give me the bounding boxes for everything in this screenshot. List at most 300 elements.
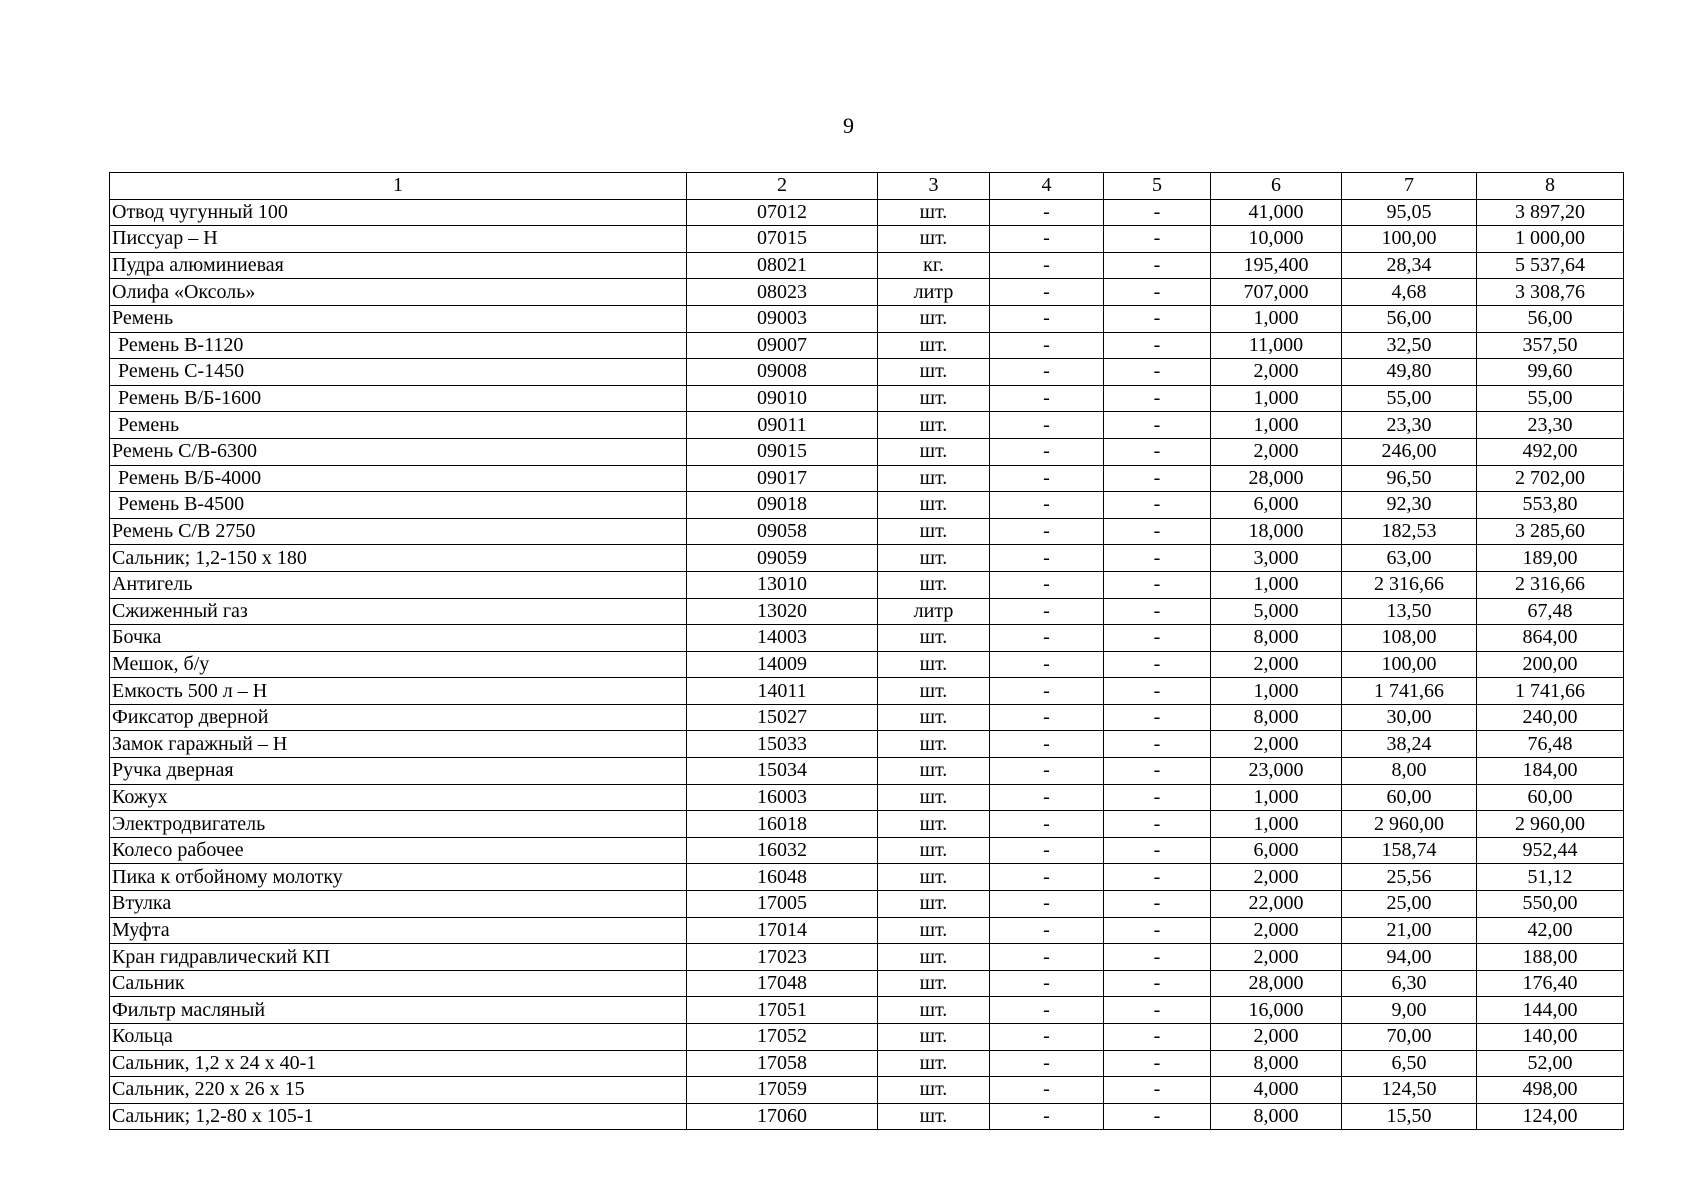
price-cell: 25,00 xyxy=(1342,891,1477,918)
quantity-cell: 16,000 xyxy=(1211,997,1342,1024)
column-4-cell: - xyxy=(990,1077,1104,1104)
quantity-cell: 28,000 xyxy=(1211,970,1342,997)
column-4-cell: - xyxy=(990,864,1104,891)
column-4-cell: - xyxy=(990,598,1104,625)
column-5-cell: - xyxy=(1104,784,1211,811)
table-row xyxy=(110,305,1624,332)
price-cell: 6,50 xyxy=(1342,1050,1477,1077)
table-row xyxy=(110,811,1624,838)
sum-cell: 1 000,00 xyxy=(1477,226,1624,253)
item-code-cell: 09015 xyxy=(687,438,878,465)
unit-cell: шт. xyxy=(878,518,990,545)
column-5-cell: - xyxy=(1104,279,1211,306)
item-name-cell: Ремень С/В 2750 xyxy=(110,518,687,545)
unit-cell: шт. xyxy=(878,226,990,253)
price-cell: 32,50 xyxy=(1342,332,1477,359)
unit-cell: шт. xyxy=(878,1050,990,1077)
table-row xyxy=(110,970,1624,997)
quantity-cell: 23,000 xyxy=(1211,758,1342,785)
price-cell: 108,00 xyxy=(1342,625,1477,652)
column-4-cell: - xyxy=(990,891,1104,918)
item-code-cell: 09008 xyxy=(687,359,878,386)
unit-cell: шт. xyxy=(878,704,990,731)
price-cell: 124,50 xyxy=(1342,1077,1477,1104)
column-4-cell: - xyxy=(990,811,1104,838)
column-5-cell: - xyxy=(1104,758,1211,785)
price-cell: 92,30 xyxy=(1342,492,1477,519)
item-name-cell: Пика к отбойному молотку xyxy=(110,864,687,891)
unit-cell: шт. xyxy=(878,970,990,997)
column-5-cell: - xyxy=(1104,811,1211,838)
table-row xyxy=(110,598,1624,625)
item-name-cell: Электродвигатель xyxy=(110,811,687,838)
column-5-cell: - xyxy=(1104,1050,1211,1077)
column-5-cell: - xyxy=(1104,226,1211,253)
price-cell: 70,00 xyxy=(1342,1024,1477,1051)
sum-cell: 864,00 xyxy=(1477,625,1624,652)
item-name-cell: Кожух xyxy=(110,784,687,811)
column-header: 5 xyxy=(1104,173,1211,200)
table-row xyxy=(110,279,1624,306)
column-number-row xyxy=(110,173,1624,200)
unit-cell: шт. xyxy=(878,332,990,359)
unit-cell: шт. xyxy=(878,199,990,226)
item-code-cell: 09058 xyxy=(687,518,878,545)
item-code-cell: 09003 xyxy=(687,305,878,332)
sum-cell: 42,00 xyxy=(1477,917,1624,944)
item-code-cell: 16048 xyxy=(687,864,878,891)
quantity-cell: 2,000 xyxy=(1211,944,1342,971)
column-5-cell: - xyxy=(1104,944,1211,971)
column-5-cell: - xyxy=(1104,1077,1211,1104)
table-row xyxy=(110,465,1624,492)
item-code-cell: 15027 xyxy=(687,704,878,731)
column-4-cell: - xyxy=(990,438,1104,465)
column-5-cell: - xyxy=(1104,518,1211,545)
quantity-cell: 1,000 xyxy=(1211,811,1342,838)
item-code-cell: 13020 xyxy=(687,598,878,625)
unit-cell: шт. xyxy=(878,412,990,439)
price-cell: 8,00 xyxy=(1342,758,1477,785)
quantity-cell: 18,000 xyxy=(1211,518,1342,545)
table-row xyxy=(110,359,1624,386)
column-4-cell: - xyxy=(990,226,1104,253)
item-code-cell: 17014 xyxy=(687,917,878,944)
quantity-cell: 707,000 xyxy=(1211,279,1342,306)
item-code-cell: 17060 xyxy=(687,1103,878,1130)
column-5-cell: - xyxy=(1104,199,1211,226)
table-row xyxy=(110,891,1624,918)
sum-cell: 67,48 xyxy=(1477,598,1624,625)
column-5-cell: - xyxy=(1104,412,1211,439)
price-cell: 55,00 xyxy=(1342,385,1477,412)
table-row xyxy=(110,1077,1624,1104)
column-4-cell: - xyxy=(990,731,1104,758)
item-name-cell: Фиксатор дверной xyxy=(110,704,687,731)
item-name-cell: Сальник, 1,2 х 24 х 40-1 xyxy=(110,1050,687,1077)
item-name-cell: Олифа «Оксоль» xyxy=(110,279,687,306)
price-cell: 38,24 xyxy=(1342,731,1477,758)
unit-cell: шт. xyxy=(878,944,990,971)
unit-cell: шт. xyxy=(878,837,990,864)
column-5-cell: - xyxy=(1104,917,1211,944)
item-name-cell: Сальник, 220 х 26 х 15 xyxy=(110,1077,687,1104)
item-name-cell: Мешок, б/у xyxy=(110,651,687,678)
column-4-cell: - xyxy=(990,970,1104,997)
item-name-cell: Антигель xyxy=(110,571,687,598)
table-row xyxy=(110,944,1624,971)
column-header: 3 xyxy=(878,173,990,200)
sum-cell: 124,00 xyxy=(1477,1103,1624,1130)
price-cell: 23,30 xyxy=(1342,412,1477,439)
quantity-cell: 8,000 xyxy=(1211,625,1342,652)
table-row xyxy=(110,997,1624,1024)
sum-cell: 55,00 xyxy=(1477,385,1624,412)
quantity-cell: 6,000 xyxy=(1211,492,1342,519)
item-name-cell: Ремень xyxy=(110,305,687,332)
item-name-cell: Фильтр масляный xyxy=(110,997,687,1024)
sum-cell: 2 316,66 xyxy=(1477,571,1624,598)
column-5-cell: - xyxy=(1104,625,1211,652)
column-5-cell: - xyxy=(1104,465,1211,492)
item-code-cell: 17005 xyxy=(687,891,878,918)
column-4-cell: - xyxy=(990,359,1104,386)
item-name-cell: Ремень В-1120 xyxy=(110,332,687,359)
column-4-cell: - xyxy=(990,332,1104,359)
sum-cell: 56,00 xyxy=(1477,305,1624,332)
unit-cell: шт. xyxy=(878,997,990,1024)
quantity-cell: 8,000 xyxy=(1211,704,1342,731)
price-cell: 15,50 xyxy=(1342,1103,1477,1130)
item-code-cell: 09018 xyxy=(687,492,878,519)
sum-cell: 3 308,76 xyxy=(1477,279,1624,306)
unit-cell: шт. xyxy=(878,1077,990,1104)
quantity-cell: 2,000 xyxy=(1211,438,1342,465)
column-5-cell: - xyxy=(1104,492,1211,519)
quantity-cell: 1,000 xyxy=(1211,571,1342,598)
column-5-cell: - xyxy=(1104,438,1211,465)
sum-cell: 184,00 xyxy=(1477,758,1624,785)
table-row xyxy=(110,678,1624,705)
item-name-cell: Замок гаражный – Н xyxy=(110,731,687,758)
column-4-cell: - xyxy=(990,305,1104,332)
item-code-cell: 17059 xyxy=(687,1077,878,1104)
column-5-cell: - xyxy=(1104,731,1211,758)
unit-cell: шт. xyxy=(878,571,990,598)
column-5-cell: - xyxy=(1104,332,1211,359)
price-cell: 2 316,66 xyxy=(1342,571,1477,598)
item-code-cell: 09059 xyxy=(687,545,878,572)
unit-cell: шт. xyxy=(878,465,990,492)
quantity-cell: 195,400 xyxy=(1211,252,1342,279)
price-cell: 182,53 xyxy=(1342,518,1477,545)
quantity-cell: 2,000 xyxy=(1211,1024,1342,1051)
table-row xyxy=(110,332,1624,359)
quantity-cell: 4,000 xyxy=(1211,1077,1342,1104)
item-code-cell: 07012 xyxy=(687,199,878,226)
item-code-cell: 07015 xyxy=(687,226,878,253)
sum-cell: 553,80 xyxy=(1477,492,1624,519)
table-row xyxy=(110,651,1624,678)
column-4-cell: - xyxy=(990,1050,1104,1077)
column-header: 4 xyxy=(990,173,1104,200)
quantity-cell: 5,000 xyxy=(1211,598,1342,625)
sum-cell: 2 702,00 xyxy=(1477,465,1624,492)
table-row xyxy=(110,385,1624,412)
quantity-cell: 3,000 xyxy=(1211,545,1342,572)
item-code-cell: 14003 xyxy=(687,625,878,652)
quantity-cell: 10,000 xyxy=(1211,226,1342,253)
column-4-cell: - xyxy=(990,492,1104,519)
quantity-cell: 41,000 xyxy=(1211,199,1342,226)
sum-cell: 492,00 xyxy=(1477,438,1624,465)
sum-cell: 23,30 xyxy=(1477,412,1624,439)
column-header: 7 xyxy=(1342,173,1477,200)
sum-cell: 3 285,60 xyxy=(1477,518,1624,545)
column-4-cell: - xyxy=(990,385,1104,412)
column-4-cell: - xyxy=(990,252,1104,279)
quantity-cell: 1,000 xyxy=(1211,385,1342,412)
table-row xyxy=(110,518,1624,545)
sum-cell: 188,00 xyxy=(1477,944,1624,971)
unit-cell: шт. xyxy=(878,758,990,785)
unit-cell: шт. xyxy=(878,359,990,386)
item-code-cell: 14011 xyxy=(687,678,878,705)
unit-cell: шт. xyxy=(878,784,990,811)
item-name-cell: Бочка xyxy=(110,625,687,652)
item-name-cell: Сальник xyxy=(110,970,687,997)
column-4-cell: - xyxy=(990,518,1104,545)
column-4-cell: - xyxy=(990,1024,1104,1051)
item-code-cell: 17051 xyxy=(687,997,878,1024)
table-row xyxy=(110,704,1624,731)
quantity-cell: 2,000 xyxy=(1211,864,1342,891)
quantity-cell: 2,000 xyxy=(1211,651,1342,678)
table-row xyxy=(110,1103,1624,1130)
item-name-cell: Сальник; 1,2-150 х 180 xyxy=(110,545,687,572)
sum-cell: 51,12 xyxy=(1477,864,1624,891)
column-4-cell: - xyxy=(990,997,1104,1024)
price-cell: 2 960,00 xyxy=(1342,811,1477,838)
item-code-cell: 09011 xyxy=(687,412,878,439)
unit-cell: шт. xyxy=(878,811,990,838)
price-cell: 49,80 xyxy=(1342,359,1477,386)
unit-cell: шт. xyxy=(878,917,990,944)
unit-cell: литр xyxy=(878,279,990,306)
item-code-cell: 17048 xyxy=(687,970,878,997)
item-name-cell: Ремень В-4500 xyxy=(110,492,687,519)
table-row xyxy=(110,625,1624,652)
item-name-cell: Кран гидравлический КП xyxy=(110,944,687,971)
quantity-cell: 11,000 xyxy=(1211,332,1342,359)
sum-cell: 60,00 xyxy=(1477,784,1624,811)
item-name-cell: Ремень xyxy=(110,412,687,439)
quantity-cell: 8,000 xyxy=(1211,1050,1342,1077)
column-5-cell: - xyxy=(1104,359,1211,386)
quantity-cell: 1,000 xyxy=(1211,412,1342,439)
column-4-cell: - xyxy=(990,651,1104,678)
column-4-cell: - xyxy=(990,279,1104,306)
item-code-cell: 08021 xyxy=(687,252,878,279)
item-name-cell: Отвод чугунный 100 xyxy=(110,199,687,226)
item-name-cell: Ремень С-1450 xyxy=(110,359,687,386)
price-cell: 94,00 xyxy=(1342,944,1477,971)
item-code-cell: 17058 xyxy=(687,1050,878,1077)
column-4-cell: - xyxy=(990,545,1104,572)
item-code-cell: 09007 xyxy=(687,332,878,359)
price-cell: 28,34 xyxy=(1342,252,1477,279)
sum-cell: 200,00 xyxy=(1477,651,1624,678)
item-name-cell: Муфта xyxy=(110,917,687,944)
column-4-cell: - xyxy=(990,199,1104,226)
price-cell: 30,00 xyxy=(1342,704,1477,731)
item-name-cell: Ремень С/В-6300 xyxy=(110,438,687,465)
sum-cell: 189,00 xyxy=(1477,545,1624,572)
price-cell: 13,50 xyxy=(1342,598,1477,625)
item-name-cell: Ремень В/Б-4000 xyxy=(110,465,687,492)
item-code-cell: 08023 xyxy=(687,279,878,306)
price-cell: 100,00 xyxy=(1342,651,1477,678)
column-5-cell: - xyxy=(1104,891,1211,918)
quantity-cell: 2,000 xyxy=(1211,359,1342,386)
inventory-table xyxy=(109,172,1624,1130)
sum-cell: 99,60 xyxy=(1477,359,1624,386)
column-4-cell: - xyxy=(990,917,1104,944)
unit-cell: шт. xyxy=(878,385,990,412)
item-name-cell: Пудра алюминиевая xyxy=(110,252,687,279)
table-row xyxy=(110,864,1624,891)
sum-cell: 498,00 xyxy=(1477,1077,1624,1104)
unit-cell: шт. xyxy=(878,891,990,918)
column-4-cell: - xyxy=(990,465,1104,492)
item-code-cell: 13010 xyxy=(687,571,878,598)
unit-cell: шт. xyxy=(878,545,990,572)
table-row xyxy=(110,837,1624,864)
item-code-cell: 09017 xyxy=(687,465,878,492)
item-name-cell: Емкость 500 л – Н xyxy=(110,678,687,705)
price-cell: 96,50 xyxy=(1342,465,1477,492)
column-5-cell: - xyxy=(1104,704,1211,731)
table-row xyxy=(110,784,1624,811)
table-row xyxy=(110,226,1624,253)
table-row xyxy=(110,571,1624,598)
item-code-cell: 17052 xyxy=(687,1024,878,1051)
unit-cell: шт. xyxy=(878,1024,990,1051)
table-row xyxy=(110,731,1624,758)
item-code-cell: 16003 xyxy=(687,784,878,811)
unit-cell: шт. xyxy=(878,678,990,705)
price-cell: 63,00 xyxy=(1342,545,1477,572)
table-row xyxy=(110,199,1624,226)
column-5-cell: - xyxy=(1104,837,1211,864)
unit-cell: шт. xyxy=(878,864,990,891)
sum-cell: 176,40 xyxy=(1477,970,1624,997)
item-name-cell: Писсуар – Н xyxy=(110,226,687,253)
column-4-cell: - xyxy=(990,625,1104,652)
column-header: 1 xyxy=(110,173,687,200)
item-name-cell: Сжиженный газ xyxy=(110,598,687,625)
column-4-cell: - xyxy=(990,571,1104,598)
column-5-cell: - xyxy=(1104,252,1211,279)
column-5-cell: - xyxy=(1104,1103,1211,1130)
quantity-cell: 28,000 xyxy=(1211,465,1342,492)
sum-cell: 1 741,66 xyxy=(1477,678,1624,705)
sum-cell: 2 960,00 xyxy=(1477,811,1624,838)
table-row xyxy=(110,1050,1624,1077)
item-code-cell: 15034 xyxy=(687,758,878,785)
table-body xyxy=(110,199,1624,1130)
table-row xyxy=(110,412,1624,439)
column-5-cell: - xyxy=(1104,571,1211,598)
sum-cell: 140,00 xyxy=(1477,1024,1624,1051)
quantity-cell: 6,000 xyxy=(1211,837,1342,864)
quantity-cell: 22,000 xyxy=(1211,891,1342,918)
price-cell: 9,00 xyxy=(1342,997,1477,1024)
item-name-cell: Ручка дверная xyxy=(110,758,687,785)
quantity-cell: 1,000 xyxy=(1211,305,1342,332)
price-cell: 4,68 xyxy=(1342,279,1477,306)
table-row xyxy=(110,917,1624,944)
item-name-cell: Кольца xyxy=(110,1024,687,1051)
column-5-cell: - xyxy=(1104,651,1211,678)
column-header: 8 xyxy=(1477,173,1624,200)
column-4-cell: - xyxy=(990,1103,1104,1130)
sum-cell: 952,44 xyxy=(1477,837,1624,864)
column-5-cell: - xyxy=(1104,545,1211,572)
column-5-cell: - xyxy=(1104,1024,1211,1051)
unit-cell: кг. xyxy=(878,252,990,279)
price-cell: 95,05 xyxy=(1342,199,1477,226)
item-code-cell: 17023 xyxy=(687,944,878,971)
item-code-cell: 16018 xyxy=(687,811,878,838)
column-4-cell: - xyxy=(990,837,1104,864)
page-number: 9 xyxy=(843,113,854,138)
price-cell: 100,00 xyxy=(1342,226,1477,253)
price-cell: 60,00 xyxy=(1342,784,1477,811)
item-name-cell: Ремень В/Б-1600 xyxy=(110,385,687,412)
item-name-cell: Сальник; 1,2-80 х 105-1 xyxy=(110,1103,687,1130)
sum-cell: 52,00 xyxy=(1477,1050,1624,1077)
column-5-cell: - xyxy=(1104,864,1211,891)
unit-cell: шт. xyxy=(878,651,990,678)
column-header: 2 xyxy=(687,173,878,200)
column-5-cell: - xyxy=(1104,305,1211,332)
quantity-cell: 2,000 xyxy=(1211,731,1342,758)
sum-cell: 357,50 xyxy=(1477,332,1624,359)
table-row xyxy=(110,545,1624,572)
column-4-cell: - xyxy=(990,412,1104,439)
price-cell: 25,56 xyxy=(1342,864,1477,891)
unit-cell: шт. xyxy=(878,731,990,758)
price-cell: 21,00 xyxy=(1342,917,1477,944)
column-5-cell: - xyxy=(1104,970,1211,997)
column-4-cell: - xyxy=(990,944,1104,971)
table-row xyxy=(110,758,1624,785)
price-cell: 56,00 xyxy=(1342,305,1477,332)
item-name-cell: Колесо рабочее xyxy=(110,837,687,864)
item-code-cell: 15033 xyxy=(687,731,878,758)
sum-cell: 3 897,20 xyxy=(1477,199,1624,226)
unit-cell: шт. xyxy=(878,492,990,519)
price-cell: 6,30 xyxy=(1342,970,1477,997)
item-name-cell: Втулка xyxy=(110,891,687,918)
price-cell: 246,00 xyxy=(1342,438,1477,465)
table-row xyxy=(110,438,1624,465)
unit-cell: шт. xyxy=(878,305,990,332)
column-header: 6 xyxy=(1211,173,1342,200)
sum-cell: 5 537,64 xyxy=(1477,252,1624,279)
quantity-cell: 2,000 xyxy=(1211,917,1342,944)
